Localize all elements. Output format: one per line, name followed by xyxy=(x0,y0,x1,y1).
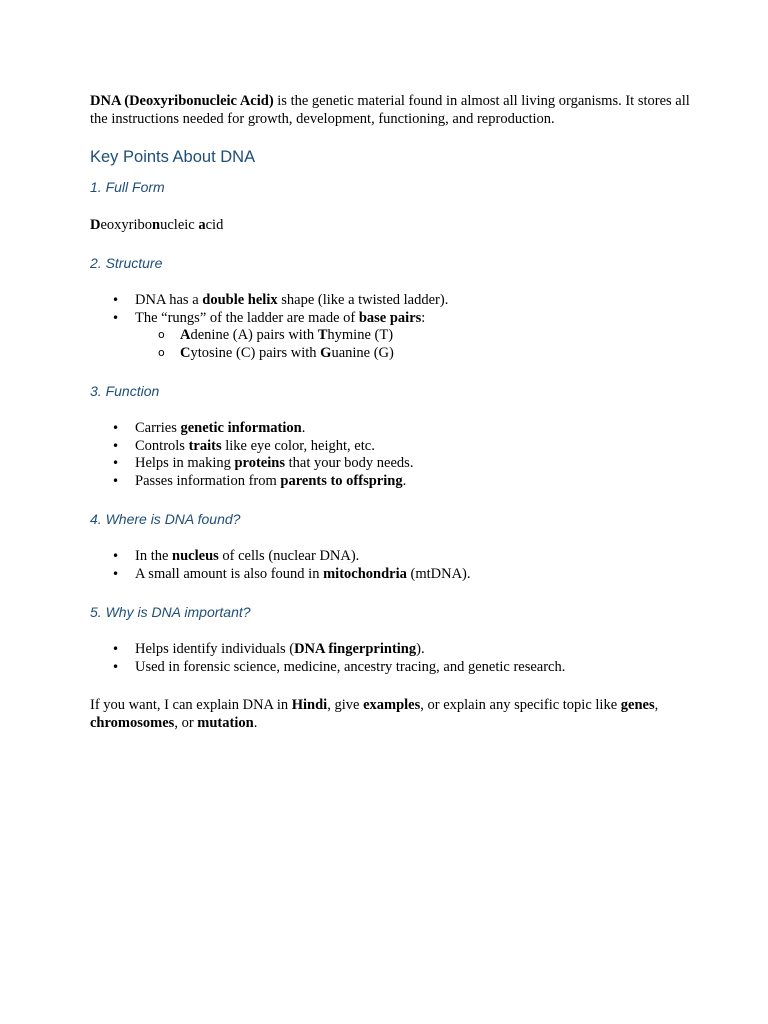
intro-text: is the genetic material found in almost all living organisms. It stores all the instructions needed for growth, development, functioning, and reproduction. xyxy=(90,93,690,127)
item-bold: T xyxy=(317,327,328,343)
item-text: uanine (G) xyxy=(331,344,394,361)
full-form-letter-a: a xyxy=(198,217,206,233)
item-bold: genetic information xyxy=(180,420,302,436)
item-text: A small amount is also found in xyxy=(135,565,324,582)
sublist-item xyxy=(135,345,690,363)
why-list xyxy=(90,641,690,676)
structure-list-wrap xyxy=(90,292,690,362)
closing-text: If you want, I can explain DNA in xyxy=(90,697,292,713)
document-page xyxy=(90,92,690,732)
function-list-wrap xyxy=(90,420,690,490)
closing-bold: Hindi xyxy=(291,697,328,713)
intro-paragraph xyxy=(90,92,690,128)
full-form-part: eoxyribo xyxy=(100,217,153,233)
closing-paragraph xyxy=(90,696,690,732)
list-item xyxy=(90,641,690,659)
item-bold: C xyxy=(180,344,191,361)
item-text: hymine (T) xyxy=(327,327,394,343)
item-text: Helps identify individuals ( xyxy=(135,641,295,657)
item-text: shape (like a twisted ladder). xyxy=(277,292,449,308)
item-bold: double helix xyxy=(202,292,278,308)
item-bold: nucleus xyxy=(172,548,219,564)
item-bold: base pairs xyxy=(358,309,422,326)
closing-bold: mutation xyxy=(197,715,254,731)
item-text: like eye color, height, etc. xyxy=(221,437,375,454)
item-bold: A xyxy=(180,327,191,343)
item-text: Used in forensic science, medicine, ancestry tracing, and genetic research. xyxy=(135,658,566,675)
item-text: ). xyxy=(416,641,425,657)
where-list-wrap xyxy=(90,548,690,583)
full-form-letter-d: D xyxy=(90,217,101,233)
closing-text: , give xyxy=(327,697,364,713)
section-heading-why: 5. Why is DNA important? xyxy=(90,604,251,620)
closing-bold: chromosomes xyxy=(90,715,175,731)
item-text: DNA has a xyxy=(135,292,203,308)
list-item xyxy=(90,473,690,491)
list-item xyxy=(90,292,690,310)
full-form-part: ucleic xyxy=(160,217,199,233)
section-heading-structure: 2. Structure xyxy=(90,255,163,271)
list-item xyxy=(90,438,690,456)
item-text: In the xyxy=(135,548,173,564)
structure-list xyxy=(90,292,690,362)
item-bold: DNA fingerprinting xyxy=(294,641,417,657)
sublist-item xyxy=(135,327,690,345)
item-bold: traits xyxy=(188,437,222,454)
closing-text: , xyxy=(654,697,659,713)
intro-title: DNA (Deoxyribonucleic Acid) xyxy=(90,93,274,109)
section-heading-where: 4. Where is DNA found? xyxy=(90,511,241,527)
closing-bold: genes xyxy=(620,697,655,713)
item-text: . xyxy=(301,420,306,436)
item-text: Helps in making xyxy=(135,455,235,471)
list-item xyxy=(90,310,690,363)
item-bold: parents to offspring xyxy=(280,472,403,489)
list-item xyxy=(90,566,690,584)
item-text: : xyxy=(421,309,426,326)
base-pairs-sublist xyxy=(135,327,690,362)
list-item xyxy=(90,455,690,473)
section-heading-full-form: 1. Full Form xyxy=(90,179,165,195)
list-item xyxy=(90,659,690,677)
full-form-text xyxy=(90,216,690,234)
closing-bold: examples xyxy=(363,697,421,713)
where-list xyxy=(90,548,690,583)
item-text: (mtDNA). xyxy=(406,565,471,582)
item-text: Carries xyxy=(135,420,181,436)
main-heading: Key Points About DNA xyxy=(90,148,256,166)
list-item xyxy=(90,548,690,566)
function-list xyxy=(90,420,690,490)
item-bold: mitochondria xyxy=(323,565,407,582)
item-text: denine (A) pairs with xyxy=(190,327,318,343)
full-form-letter-n: n xyxy=(152,217,161,233)
item-text: Controls xyxy=(135,437,189,454)
item-text: of cells (nuclear DNA). xyxy=(218,548,360,564)
section-heading-function: 3. Function xyxy=(90,383,160,399)
item-bold: G xyxy=(320,344,332,361)
closing-text: . xyxy=(253,715,258,731)
item-text: The “rungs” of the ladder are made of xyxy=(135,309,359,326)
item-text: ytosine (C) pairs with xyxy=(190,344,321,361)
full-form-part: cid xyxy=(205,217,224,233)
closing-text: , or explain any specific topic like xyxy=(420,697,621,713)
item-bold: proteins xyxy=(234,455,285,471)
item-text: that your body needs. xyxy=(284,455,414,471)
closing-text: , or xyxy=(174,715,198,731)
item-text: Passes information from xyxy=(135,472,281,489)
why-list-wrap xyxy=(90,641,690,676)
item-text: . xyxy=(402,472,407,489)
list-item xyxy=(90,420,690,438)
